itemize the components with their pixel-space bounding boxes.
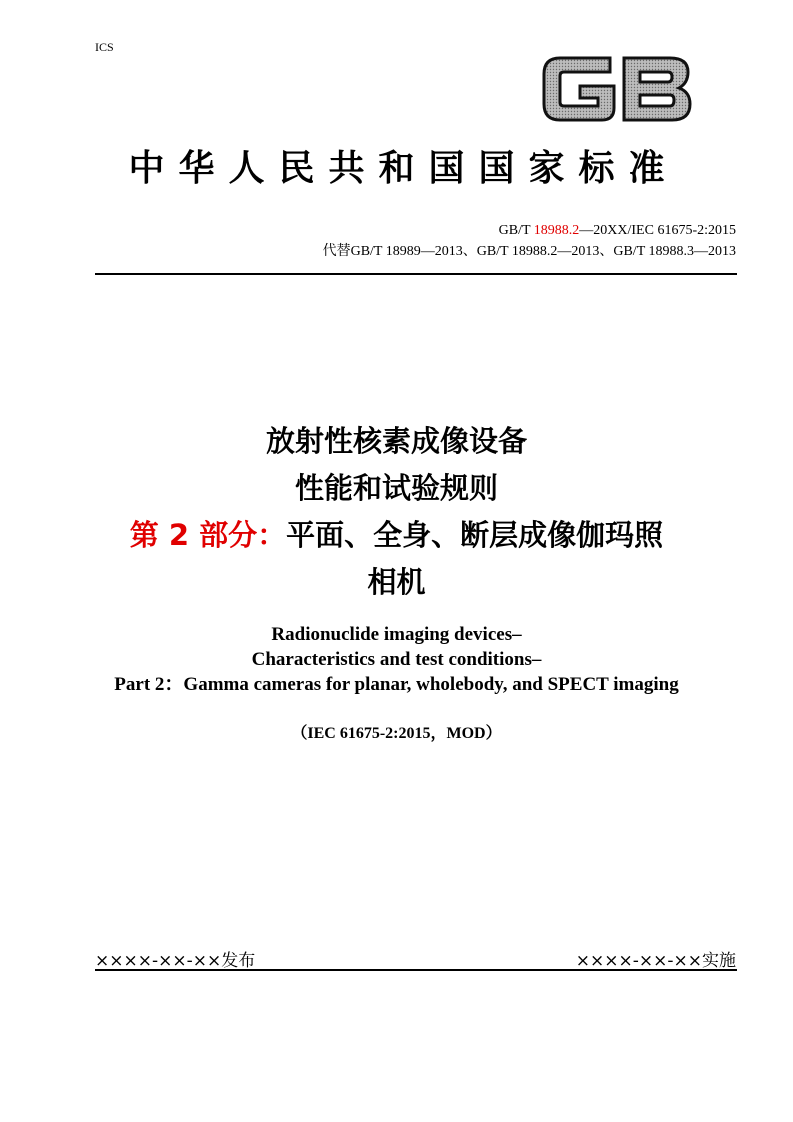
title-en-line2: Characteristics and test conditions– bbox=[251, 649, 542, 670]
title-cn-line2: 性能和试验规则 bbox=[294, 471, 498, 505]
divider-bottom bbox=[95, 969, 737, 971]
part-label: 第 2 部分： bbox=[129, 518, 287, 552]
standard-number-highlight: 18988.2 bbox=[533, 223, 580, 238]
title-en-line1: Radionuclide imaging devices– bbox=[271, 624, 522, 645]
ics-label: ICS bbox=[95, 40, 114, 54]
standard-number: GB/T 18988.2—20XX/IEC 61675-2:2015 bbox=[498, 223, 736, 238]
title-cn-line4: 相机 bbox=[367, 565, 426, 599]
implementation-date: ××××-××-××实施 bbox=[575, 951, 736, 971]
replaces-standards: 代替GB/T 18989—2013、GB/T 18988.2—2013、GB/T 18988.3—2013 bbox=[322, 244, 736, 259]
title-en-line3: Part 2：Gamma cameras for planar, wholebody, and SPECT imaging bbox=[114, 674, 679, 695]
org-title: 中华人民共和国国家标准 bbox=[128, 147, 679, 189]
issue-date: ××××-××-××发布 bbox=[95, 951, 256, 971]
standard-number-block bbox=[323, 220, 736, 262]
title-cn-line3 bbox=[60, 512, 733, 559]
part-title: 平面、全身、断层成像伽玛照 bbox=[286, 518, 664, 552]
title-cn-line1: 放射性核素成像设备 bbox=[265, 424, 527, 458]
iec-reference: （IEC 61675-2:2015，MOD） bbox=[291, 725, 502, 742]
title-english bbox=[40, 622, 753, 697]
divider-top bbox=[95, 273, 737, 275]
title-chinese bbox=[60, 418, 733, 606]
gb-logo bbox=[540, 50, 695, 128]
